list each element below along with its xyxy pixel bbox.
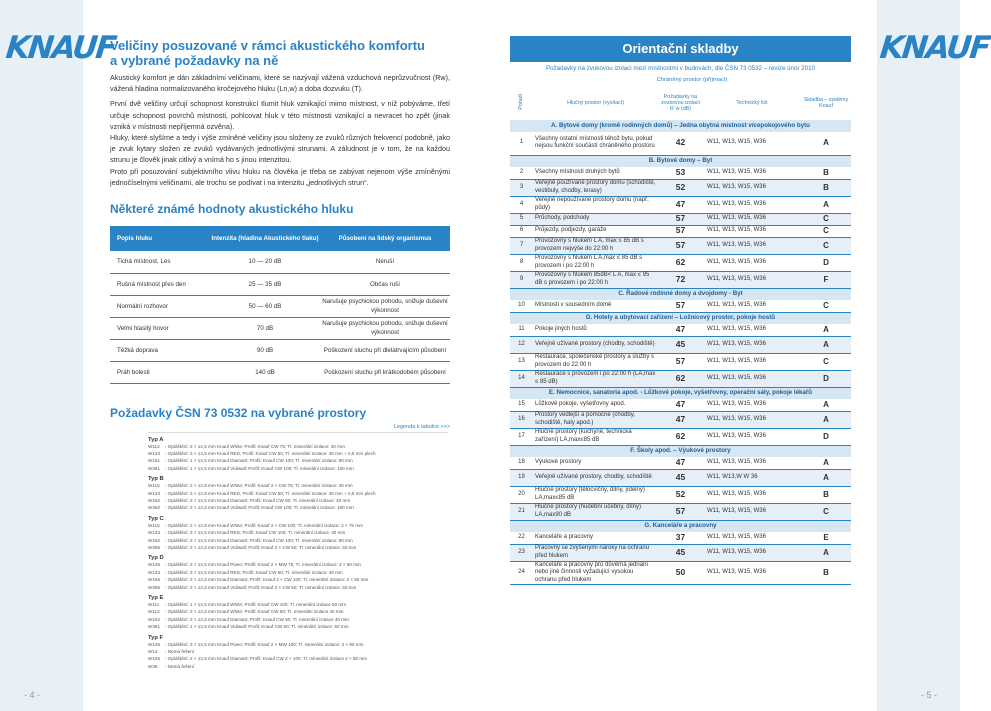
requirement-row [510, 370, 851, 387]
legend-description: - Opláštění: 1 × 12,5 mm Knauf Vidiwall; Profil: Knauf CW 100; Tl. minerální izolace: 100 mm [165, 465, 354, 471]
legend-line [148, 529, 448, 536]
row-number: 7 [510, 237, 533, 254]
legend-line [148, 450, 448, 457]
requirement-value: 47 [658, 399, 703, 411]
legend-list [148, 432, 448, 671]
legend-description: - Opláštění: 1 × 12,5 mm Knauf Vidiwall; Profil: Knauf CW 50; Tl. minerální izolace: 50 mm [165, 624, 349, 630]
title-line-2: a vybrané požadavky na ně [110, 53, 279, 68]
requirement-row [510, 179, 851, 196]
technical-sheets: W11, W13, W15, W36 [703, 503, 801, 520]
loud-space: Výukové prostory [533, 457, 658, 469]
legend-line [148, 648, 448, 655]
requirement-row [510, 532, 851, 544]
title-line-1: Veličiny posuzované v rámci akustického komfortu [110, 38, 425, 53]
loud-space: Prostory vedlejší a pomocné (chodby, schodiště, haly apod.) [533, 411, 658, 428]
section-title: C. Řadové rodinné domy a dvojdomy - Byt [510, 288, 851, 300]
legend-code: W36 [148, 663, 158, 669]
requirement-row [510, 196, 851, 213]
legend-description: - Opláštění: 2 × 12,5 mm Knauf Piano; Profil: Knauf 2 × MW 75; Tl. minerální izolace: 2 × 50 mm [165, 562, 361, 568]
technical-sheets: W11, W13, W15, W36 [703, 225, 801, 237]
loud-space: Pokoje jiných hostů [533, 324, 658, 336]
requirement-value: 52 [658, 179, 703, 196]
paragraph-2: První dvě veličiny určují schopnost konstrukcí tlumit hluk vznikající mimo místnost, v níž pobýváme, třetí určuje schopnost povrchů místnosti, pohlcovat hluk v této místnosti vznikající a nevracet ho zpět (jinak vzniká v místnosti nepříjemná ozvěna). [110, 99, 450, 131]
requirement-value: 45 [658, 336, 703, 353]
requirement-value: 52 [658, 486, 703, 503]
system-type: B [801, 167, 851, 179]
system-type: D [801, 370, 851, 387]
row-number: 1 [510, 132, 533, 155]
paragraph-3: Hluky, které slyšíme a tedy i výše zmíněné veličiny jsou složeny ze zvuků různých frekvencí podobně, jako je zvuk kytary složen ze zvuků vydávaných jednotlivými strunami. A záludnost je v tom, že na každou strunu je člověk jinak citlivý a vnímá ho s jinou intenzitou. [110, 133, 450, 165]
requirements-table [510, 75, 851, 585]
requirement-value: 62 [658, 370, 703, 387]
system-type: A [801, 336, 851, 353]
legend-description: - Opláštění: 2 × 12,5 mm Knauf Diamant; Profil: Knauf 2 × CW 100; Tl. minerální izolace: 2 × 50 mm [165, 577, 369, 583]
legend-description: - Opláštění: 2 × 12,5 mm Knauf Diamant; Profil: Knauf CW 100; Tl. minerální izolace: 80 mm [165, 537, 353, 543]
requirement-row [510, 225, 851, 237]
column-system: Skladba – systémy Knauf [803, 96, 849, 109]
noise-effect: Poškození sluchu při dlelatrvajícím působení [320, 339, 450, 361]
requirement-value: 47 [658, 324, 703, 336]
technical-sheets: W11, W13, W15, W36 [703, 213, 801, 225]
orientation-title: Orientační skladby [510, 36, 851, 62]
page-number-right: - 5 - [921, 690, 938, 700]
legend-description: - Opláštění: 3 × 12,5 mm Knauf RED; Profil: Knauf CW 50; Tl. minerální izolace: 40 mm [165, 569, 343, 575]
requirement-value: 57 [658, 213, 703, 225]
legend-line [148, 608, 448, 615]
noise-effect: Narušuje psychickou pohodu, snižuje duševní výkonnost [320, 317, 450, 339]
system-type: C [801, 503, 851, 520]
requirement-row [510, 167, 851, 179]
legend-code: W112 [148, 443, 160, 449]
requirement-value: 47 [658, 411, 703, 428]
row-number: 9 [510, 271, 533, 288]
protected-room-label: Chráněný prostor (příjmací) [656, 76, 728, 83]
legend-code: W133 [148, 450, 161, 456]
requirement-row [510, 254, 851, 271]
system-type: A [801, 544, 851, 561]
column-requirement: Požadavky na zvukovou izolaci R´w (dB) [661, 93, 700, 113]
legend-code: W152 [148, 497, 161, 503]
legend-code: W133 [148, 490, 161, 496]
legend-description: - Opláštění: 1 × 12,5 mm Knauf White; Profil: Knauf CW 100; Tl. minerální izolace 50 mm [165, 602, 347, 608]
legend-line [148, 641, 448, 648]
legend-line [148, 482, 448, 489]
requirement-value: 57 [658, 300, 703, 312]
requirement-row [510, 132, 851, 155]
section-title: F. Školy apod. – Výukové prostory [510, 445, 851, 457]
system-type: E [801, 532, 851, 544]
legend-description: - Opláštění: 2 × 12,5 mm Knauf Diamant; Profil: Knauf CW 50; Tl. minerální izolace: 40 mm [165, 497, 351, 503]
legend-description: - Opláštění: 2 × 12,5 mm Knauf Diamant; Profil: Knauf CW 50; Tl. minerální izolace 40 mm [165, 616, 349, 622]
noise-row [110, 339, 450, 361]
section-header-row [510, 520, 851, 532]
noise-row [110, 361, 450, 383]
left-margin-band [0, 0, 83, 711]
requirement-value: 50 [658, 561, 703, 585]
requirement-row [510, 503, 851, 520]
system-type: A [801, 457, 851, 469]
legend-description: - Opláštění: 3 × 12,5 mm Knauf RED; Profil: Knauf CW 50; Tl. minerální izolace: 40 mm + 0,5 mm plech [165, 490, 376, 496]
requirement-row [510, 271, 851, 288]
loud-space: Průjezdy, podjezdy, garáže [533, 225, 658, 237]
requirement-row [510, 213, 851, 225]
requirement-row [510, 411, 851, 428]
noise-description: Tichá místnost, Les [110, 251, 210, 273]
loud-space: Lůžkové pokoje, vyšetřovny apod. [533, 399, 658, 411]
noise-row [110, 295, 450, 317]
row-number: 24 [510, 561, 533, 585]
noise-header-effect: Působení na lidský organismus [320, 226, 450, 251]
noise-header-description: Popis hluku [110, 226, 210, 251]
legend-type-heading: Typ B [148, 476, 164, 483]
legend-line [148, 623, 448, 630]
legend-type-heading: Typ A [148, 436, 164, 443]
legend-code: W133 [148, 569, 161, 575]
noise-intensity: 70 dB [210, 317, 320, 339]
requirement-value: 45 [658, 544, 703, 561]
technical-sheets: W11, W13, W15, W36 [703, 544, 801, 561]
legend-line [148, 490, 448, 497]
technical-sheets: W11, W13, W15, W36 [703, 486, 801, 503]
requirement-value: 53 [658, 167, 703, 179]
system-type: B [801, 561, 851, 585]
column-poradi: Pořadí [518, 94, 525, 110]
noise-description: Velmi hlasitý hovor [110, 317, 210, 339]
technical-sheets: W11, W13, W15, W36 [703, 411, 801, 428]
legend-line [148, 616, 448, 623]
legend-type-heading: Typ D [148, 555, 164, 562]
requirement-row [510, 237, 851, 254]
loud-space: Restaurace s provozem i po 22:00 h (LA,max ≤ 85 dB) [533, 370, 658, 387]
noise-description: Těžká doprava [110, 339, 210, 361]
section-header-row [510, 445, 851, 457]
loud-space: Místnosti v sousedním domě [533, 300, 658, 312]
section-header-row [510, 387, 851, 399]
legend-code: W112 [148, 609, 160, 615]
system-type: A [801, 132, 851, 155]
legend-type-heading: Typ E [148, 595, 164, 602]
legend-line [148, 544, 448, 551]
requirement-row [510, 353, 851, 370]
technical-sheets: W11, W13, W15, W36 [703, 237, 801, 254]
row-number: 2 [510, 167, 533, 179]
row-number: 8 [510, 254, 533, 271]
row-number: 20 [510, 486, 533, 503]
legend-description: - Nemá řešení [165, 663, 195, 669]
system-type: A [801, 399, 851, 411]
technical-sheets: W11, W13, W15, W36 [703, 532, 801, 544]
section-header-row [510, 155, 851, 167]
noise-intensity: 90 dB [210, 339, 320, 361]
loud-space: Hlučné prostory (tělocvičny, dílny, jídelny) LA,max≤85 dB [533, 486, 658, 503]
system-type: C [801, 300, 851, 312]
requirement-row [510, 300, 851, 312]
legend-code: W152 [148, 537, 161, 543]
legend-line [148, 569, 448, 576]
technical-sheets: W11, W13, W15, W36 [703, 254, 801, 271]
noise-intensity: 25 — 35 dB [210, 273, 320, 295]
legend-description: - Opláštění: 2 × 12,5 mm Knauf White; Profil: Knauf CW 50; Tl. minerální izolace 40 mm [165, 609, 344, 615]
legend-description: - Opláštění: 2 × 12,5 mm Knauf White; Profil: Knauf CW 75; Tl. minerální izolace: 40 mm [165, 443, 345, 449]
knauf-logo-left: KNAUF [4, 30, 117, 66]
requirement-value: 47 [658, 457, 703, 469]
page-number-left: - 4 - [24, 690, 41, 700]
technical-sheets: W11, W13, W15, W36 [703, 457, 801, 469]
technical-sheets: W11, W13, W15, W36 [703, 336, 801, 353]
noise-row [110, 317, 450, 339]
requirement-row [510, 469, 851, 486]
column-loud-space: Hlučný prostor (vysílací) [567, 99, 624, 106]
loud-space: Veřejně užívané prostory (chodby, schodiště) [533, 336, 658, 353]
requirements-title: Požadavky ČSN 73 0532 na vybrané prostory [110, 405, 367, 420]
right-page [510, 36, 851, 585]
legend-line [148, 522, 448, 529]
legend-code: W361 [148, 624, 161, 630]
legend-code: W145 [148, 562, 161, 568]
section-header-row [510, 120, 851, 132]
loud-space: Veřejně nepoužívané prostory domu (např. půdy) [533, 196, 658, 213]
legend-line [148, 663, 448, 670]
loud-space: Všechny ostatní místnosti téhož bytu, pokud nejsou funkční součástí chráněného prostoru [533, 132, 658, 155]
requirement-value: 72 [658, 271, 703, 288]
legend-line [148, 443, 448, 450]
loud-space: Kanceláře a pracovny [533, 532, 658, 544]
system-type: A [801, 411, 851, 428]
section-header-row [510, 288, 851, 300]
system-type: C [801, 237, 851, 254]
legend-code: W152 [148, 616, 161, 622]
legend-description: - Opláštění: 2 × 12,5 mm Knauf Diamant; Profil: Knauf CW 2 × 100; Tl. minerální izolace 2 × 80 mm [165, 656, 368, 662]
row-number: 23 [510, 544, 533, 561]
system-type: C [801, 353, 851, 370]
legend-line [148, 655, 448, 662]
section-title: D. Hotely a ubytovací zařízení – Ložnicový prostor, pokoje hostů [510, 312, 851, 324]
technical-sheets: W11, W13, W15, W36 [703, 399, 801, 411]
requirement-value: 47 [658, 196, 703, 213]
legend-code: W115 [148, 522, 160, 528]
noise-description: Rušná místnost přes den [110, 273, 210, 295]
section-title: B. Bytové domy – Byt [510, 155, 851, 167]
technical-sheets: W11, W13, W15, W36 [703, 353, 801, 370]
noise-intensity: 140 dB [210, 361, 320, 383]
paragraph-1: Akustický komfort je dán základními veličinami, které se nazývají vážená vzduchová neprůzvučnost (Rw), vážená hladina normalizovaného kročejového hluku (Ln,w) a doba dozvuku (T). [110, 73, 450, 94]
system-type: B [801, 179, 851, 196]
technical-sheets: W11, W13, W15, W36 [703, 324, 801, 336]
loud-space: Průchody, podchody [533, 213, 658, 225]
technical-sheets: W11, W13, W15, W36 [703, 370, 801, 387]
requirement-value: 62 [658, 428, 703, 445]
requirement-row [510, 428, 851, 445]
technical-sheets: W11, W13,W W 36 [703, 469, 801, 486]
technical-sheets: W11, W13, W15, W36 [703, 179, 801, 196]
system-type: C [801, 225, 851, 237]
technical-sheets: W11, W13, W15, W36 [703, 428, 801, 445]
legend-description: - Opláštění: 2 × 12,5 mm Knauf Vidiwall; Profil: Knauf 2 × CW 50; Tl. minerální izolace: 50 mm [165, 545, 357, 550]
section-title: A. Bytové domy (kromě rodinných domů) – Jedna obytná místnost vícepokojového bytu [510, 120, 851, 132]
system-type: D [801, 428, 851, 445]
legend-description: - Opláštění: 2 × 12,5 mm Knauf Vidiwall; Profil: Knauf CW 100; Tl. minerální izolace: 100 mm [165, 505, 354, 511]
noise-effect: Neruší [320, 251, 450, 273]
column-technical-sheet: Technický list [736, 99, 768, 106]
legend-description: - Opláštění: 3 × 12,5 mm Knauf RED; Profil: Knauf CW 50; Tl. minerální izolace: 40 mm + 0,5 mm plech [165, 450, 376, 456]
system-type: D [801, 254, 851, 271]
legend-line [148, 537, 448, 544]
noise-effect: Poškození sluchu při krátkodobém působení [320, 361, 450, 383]
technical-sheets: W11, W13, W15, W36 [703, 196, 801, 213]
loud-space: Kanceláře a pracovny pro důvěrná jednání nebo jiné činnosti vyžadující vysokou ochranu před hlukem [533, 561, 658, 585]
legend-code: W365 [148, 584, 161, 590]
legend-link[interactable]: Legenda k tabulce >>> [393, 423, 450, 430]
requirement-value: 37 [658, 532, 703, 544]
noise-description: Normální rozhovor [110, 295, 210, 317]
row-number: 14 [510, 370, 533, 387]
noise-description: Práh bolesti [110, 361, 210, 383]
left-page [110, 38, 450, 670]
system-type: B [801, 486, 851, 503]
loud-space: Hlučné prostory (hudební učebny, dílny) LA,max90 dB [533, 503, 658, 520]
legend-line [148, 561, 448, 568]
noise-effect: Narušuje psychickou pohodu, snižuje duševní výkonnost [320, 295, 450, 317]
technical-sheets: W11, W13, W15, W36 [703, 561, 801, 585]
technical-sheets: W11, W13, W15, W36 [703, 271, 801, 288]
legend-code: W362 [148, 505, 161, 511]
row-number: 12 [510, 336, 533, 353]
row-number: 15 [510, 399, 533, 411]
requirement-row [510, 336, 851, 353]
noise-values-title: Některé známé hodnoty akustického hluku [110, 202, 354, 217]
row-number: 4 [510, 196, 533, 213]
technical-sheets: W11, W13, W15, W36 [703, 167, 801, 179]
legend-description: - Opláštění: 3 × 12,5 mm Knauf RED; Profil: Knauf CW 100; Tl. minerální izolace: 40 mm [165, 530, 346, 536]
legend-description: - Opláštění: 3 × 12,5 mm Knauf Piano; Profil: Knauf 2 × MW 100; Tl. minerální izolace: 2 × 80 mm [165, 641, 364, 647]
requirement-row [510, 486, 851, 503]
loud-space: Restaurace, společenské prostory a služby s provozem do 22:00 h [533, 353, 658, 370]
loud-space: Hlučné prostory (kuchyně, technická zařízení) LA,max≤85 dB [533, 428, 658, 445]
row-number: 5 [510, 213, 533, 225]
system-type: F [801, 271, 851, 288]
technical-sheets: W11, W13, W15, W36 [703, 132, 801, 155]
legend-code: W115 [148, 483, 160, 489]
requirement-row [510, 544, 851, 561]
legend-description: - Opláštění: 2 × 12,5 mm Knauf White; Profil: Knauf 2 × CW 75; Tl. minerální izolace: 40 mm [165, 483, 353, 489]
legend-description: - Opláštění: 2 × 12,5 mm Knauf Vidiwall; Profil: Knauf 2 × CW 50; Tl. minerální izolace: 50 mm [165, 584, 357, 590]
loud-space: Všechny místnosti druhých bytů [533, 167, 658, 179]
system-type: A [801, 469, 851, 486]
row-number: 16 [510, 411, 533, 428]
loud-space: Pracovny se zvýšenými nároky na ochranu před hlukem [533, 544, 658, 561]
requirement-row [510, 399, 851, 411]
legend-line [148, 457, 448, 464]
technical-sheets: W11, W13, W15, W36 [703, 300, 801, 312]
legend-type-heading: Typ C [148, 515, 164, 522]
requirement-row [510, 561, 851, 585]
requirement-value: 62 [658, 254, 703, 271]
noise-row [110, 273, 450, 295]
system-type: C [801, 213, 851, 225]
noise-intensity: 10 — 20 dB [210, 251, 320, 273]
requirement-value: 57 [658, 503, 703, 520]
section-title: G. Kanceláře a pracovny [510, 520, 851, 532]
row-number: 3 [510, 179, 533, 196]
noise-row [110, 251, 450, 273]
loud-space: Veřejně užívané prostory, chodby, schodiště [533, 469, 658, 486]
loud-space: Provozovny s hlukem L A, max ≤ 85 dB s provozem nejvýše do 22:00 h [533, 237, 658, 254]
legend-description: - Nemá řešení [165, 649, 195, 655]
system-type: A [801, 324, 851, 336]
legend-line [148, 584, 448, 591]
row-number: 13 [510, 353, 533, 370]
legend-line [148, 504, 448, 511]
legend-description: - Opláštění: 1 × 12,5 mm Knauf Diamant; Profil: Knauf CW 100; Tl. minerální izolace: 80 mm [165, 458, 353, 464]
row-number: 18 [510, 457, 533, 469]
noise-intensity: 50 — 60 dB [210, 295, 320, 317]
loud-space: Veřejně používané prostory domu (schodiště, vestibuly, chodby, terasy) [533, 179, 658, 196]
legend-line [148, 465, 448, 472]
row-number: 6 [510, 225, 533, 237]
legend-code: W361 [148, 465, 161, 471]
legend-line [148, 601, 448, 608]
row-number: 10 [510, 300, 533, 312]
loud-space: Provozovny s hlukem 85dB< L A, max ≤ 95 dB s provozem i po 22:00 h [533, 271, 658, 288]
legend-code: W155 [148, 577, 161, 583]
noise-effect: Občas ruší [320, 273, 450, 295]
legend-code: W133 [148, 530, 161, 536]
legend-code: W151 [148, 458, 161, 464]
section-title: E. Nemocnice, sanatoria apod. - Lůžkové pokoje, vyšetřovny, operační sály, pokoje lékařů [510, 387, 851, 399]
paragraph-4: Proto při posuzování subjektivního vlivu hluku na člověka je třeba se zabývat nejenom výše zmíněnými jednočíselnými veličinami, ale trochu se podívat i na intenzitu „jednotlivých strun“. [110, 166, 450, 187]
legend-line [148, 576, 448, 583]
requirement-value: 57 [658, 237, 703, 254]
legend-description: - Opláštění: 2 × 12,5 mm Knauf White; Profil: Knauf 2 × CW 100; Tl. minerální izolace: 2 × 75 mm [165, 522, 363, 528]
requirement-row [510, 457, 851, 469]
legend-type-heading: Typ F [148, 634, 164, 641]
row-number: 19 [510, 469, 533, 486]
requirement-value: 42 [658, 132, 703, 155]
legend-code: W145 [148, 641, 161, 647]
loud-space: Provozovny s hlukem L A,max ≤ 85 dB s provozem i po 22:00 h [533, 254, 658, 271]
knauf-logo-right: KNAUF [878, 30, 991, 66]
row-number: 21 [510, 503, 533, 520]
legend-code: W155 [148, 656, 161, 662]
section-header-row [510, 312, 851, 324]
row-number: 17 [510, 428, 533, 445]
requirement-row [510, 324, 851, 336]
requirement-value: 57 [658, 353, 703, 370]
requirement-value: 57 [658, 225, 703, 237]
row-number: 11 [510, 324, 533, 336]
legend-code: W13 [148, 649, 158, 655]
legend-code: W111 [148, 602, 160, 608]
right-margin-band [877, 0, 960, 711]
row-number: 22 [510, 532, 533, 544]
system-type: A [801, 196, 851, 213]
noise-values-table [110, 226, 450, 384]
noise-header-intensity: Intenzita (hladina Akustického tlaku) [210, 226, 320, 251]
requirement-value: 45 [658, 469, 703, 486]
orientation-subtitle: Požadavky na zvukovou izolaci mezi místnostmi v budovách, dle ČSN 73 0532 – revize únor 2010 [546, 65, 815, 72]
legend-code: W365 [148, 545, 161, 550]
legend-line [148, 497, 448, 504]
